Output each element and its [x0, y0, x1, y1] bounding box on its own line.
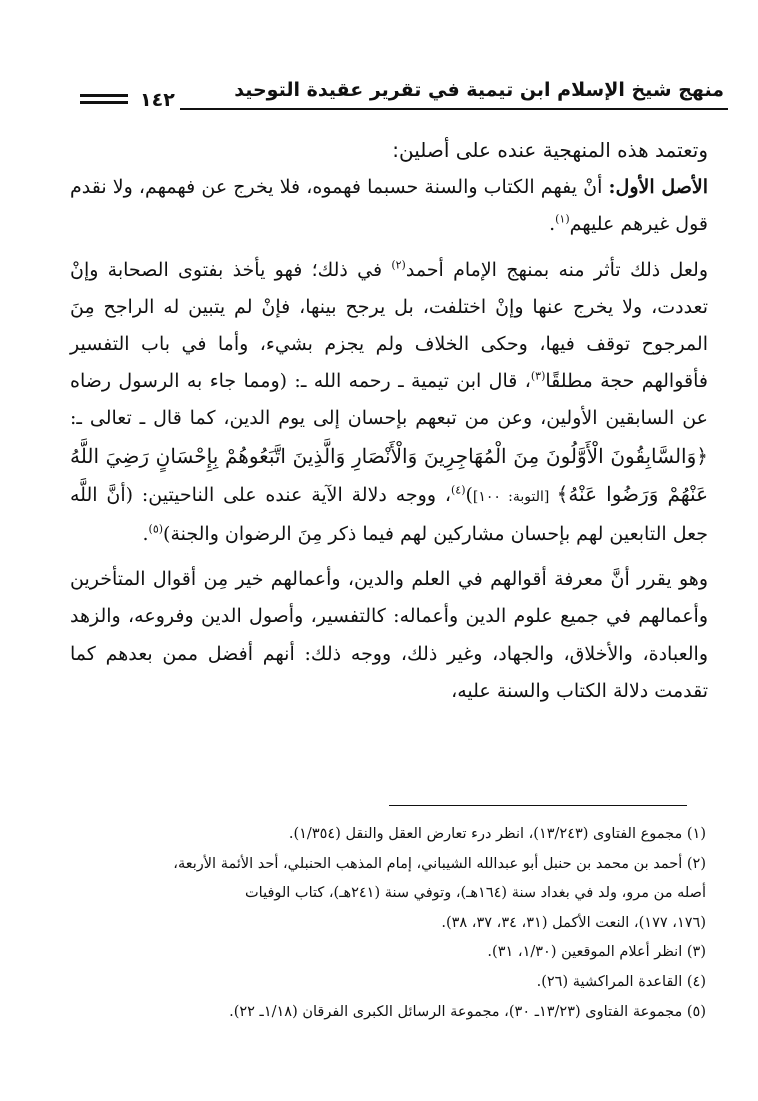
footnote-separator — [389, 805, 687, 806]
quran-verse: ﴿وَالسَّابِقُونَ الْأَوَّلُونَ مِنَ الْمُهَاجِرِينَ وَالْأَنْصَارِ وَالَّذِينَ اتَّبَعُوهُمْ بِإِحْسَانٍ رَضِيَ اللَّهُ عَنْهُمْ وَرَضُوا عَنْهُ﴾ — [70, 443, 708, 506]
footnote-number: (١) — [686, 826, 706, 842]
paragraph-first-principle — [70, 169, 708, 243]
paragraph-text: ، ووجه دلالة الآية عنده على الناحيتين: (أنَّ اللَّه جعل التابعين لهم بإحسان مشاركين لهم فيما ذكر مِنَ الرضوان والجنة) — [70, 483, 708, 546]
header-rule — [180, 108, 728, 110]
first-principle-text: أنْ يفهم الكتاب والسنة حسبما فهموه، فلا يخرج عن فهمهم، ولا نقدم قول غيرهم عليهم — [70, 176, 708, 236]
footnote-number: (٥) — [686, 1003, 706, 1020]
footnote-ref-1[interactable]: (١) — [555, 213, 570, 227]
footnote-4 — [78, 968, 706, 998]
footnote-ref-2[interactable]: (٢) — [391, 258, 406, 272]
period: . — [142, 523, 149, 546]
footnote-ref-5[interactable]: (٥) — [148, 522, 164, 536]
footnote-text: مجموعة الفتاوى (١٣/٢٣ـ ٣٠)، مجموعة الرسائل الكبرى الفرقان (١/١٨ـ ٢٢). — [229, 1003, 683, 1020]
surah-reference: [التوبة: ١٠٠] — [472, 488, 557, 505]
footnote-text: القاعدة المراكشية (٢٦). — [536, 973, 683, 990]
footnote-ref-3[interactable]: (٣) — [530, 369, 546, 383]
footnote-3 — [78, 938, 706, 968]
page-number: ١٤٢ — [140, 89, 175, 111]
main-text — [70, 132, 708, 710]
running-title: منهج شيخ الإسلام ابن تيمية في تقرير عقيدة التوحيد — [234, 79, 724, 101]
paragraph-text: ولعل ذلك تأثر منه بمنهج الإمام أحمد — [405, 258, 709, 281]
paragraph-text: ، قال ابن تيمية ـ رحمه الله ـ: (ومما جاء به الرسول رضاه عن السابقين الأولين، وعن من تبعهم بإحسان إلى يوم الدين، كما قال ـ تعالى ـ: — [70, 370, 708, 430]
paragraph-imam-ahmad — [70, 252, 708, 554]
footnote-2-continued: أصله من مرو، ولد في بغداد سنة (١٦٤هـ)، وتوفي سنة (٢٤١هـ)، كتاب الوفيات — [245, 885, 706, 902]
header-ornament — [80, 94, 128, 104]
footnote-5 — [78, 998, 706, 1028]
footnote-1 — [78, 820, 706, 850]
footnote-text: أحمد بن محمد بن حنبل أبو عبدالله الشيباني، إمام المذهب الحنبلي، أحد الأئمة الأربعة، — [173, 855, 683, 872]
footnote-ref-4[interactable]: (٤) — [450, 483, 466, 497]
footnote-number: (٣) — [686, 944, 706, 961]
footnote-number: (٤) — [686, 973, 706, 990]
footnote-text: انظر أعلام الموقعين (١/٣٠، ٣١). — [487, 944, 683, 961]
page-header — [80, 78, 728, 112]
period: . — [549, 213, 556, 236]
footnote-2 — [78, 850, 706, 880]
paragraph-text: ) — [465, 483, 473, 506]
paragraph-text: في ذلك؛ فهو يأخذ بفتوى الصحابة وإنْ تعددت، ولا يخرج عنها وإنْ اختلفت، بل يرجح بينها، فإنْ لم يتبين له الراجح مِنَ المرجوح توقف فيها، وحكى الخلاف ولم يجزم بشيء، وأما في باب التفسير فأقوالهم حجة مطلقًا — [70, 258, 708, 393]
paragraph-knowledge: وهو يقرر أنَّ معرفة أقوالهم في العلم والدين، وأعمالهم خير مِن أقوال المتأخرين وأعمالهم في جميع علوم الدين وأعماله: كالتفسير، وأصول الدين وفروعه، والزهد والعبادة، والأخلاق، والجهاد، وغير ذلك، ووجه ذلك: أنهم أفضل ممن بعدهم كما تقدمت دلالة الكتاب والسنة عليه، — [70, 568, 708, 702]
footnote-number: (٢) — [686, 855, 706, 872]
first-principle-label: الأصل الأول: — [608, 176, 708, 199]
footnote-2-continued: (١٧٦، ١٧٧)، النعت الأكمل (٣١، ٣٤، ٣٧، ٣٨). — [441, 914, 706, 931]
intro-line: وتعتمد هذه المنهجية عنده على أصلين: — [392, 138, 708, 162]
footnotes — [78, 820, 706, 1027]
footnote-text: مجموع الفتاوى (١٣/٢٤٣)، انظر درء تعارض العقل والنقل (١/٣٥٤). — [288, 826, 683, 842]
